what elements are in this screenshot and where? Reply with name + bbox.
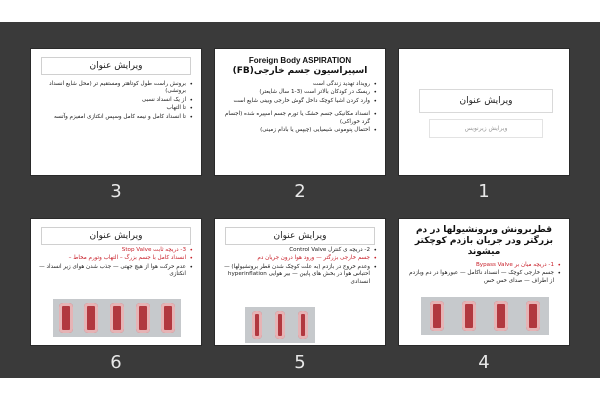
bronchus-graphic (110, 303, 124, 333)
slide-number-6: 6 (110, 352, 122, 373)
bullet: • جسم خارجی کوچک — انسداد ناکامل — عبورهوا در دم وبازدم از اطراف — صدای خس خس (405, 270, 561, 285)
slide-number-4: 4 (478, 352, 490, 373)
bronchus-graphic (275, 311, 285, 339)
bullet-list (31, 81, 201, 121)
bullet: • 1- دریچه میان بر Bypass Valve (405, 262, 561, 269)
slide-title-fa: اسپیراسیون جسم خارجی(FB) (232, 66, 368, 76)
slide-title-en: Foreign Body ASPIRATION (248, 56, 352, 65)
slide-thumbnail-2[interactable] (214, 48, 386, 176)
bullet: • رویداد تهدید زندگی است (221, 81, 377, 88)
bullet: • ریسک در کودکان بالاتر است (3-1 سال شایعتر) (221, 89, 377, 96)
bullet-list (215, 81, 385, 134)
bronchus-graphic (136, 303, 150, 333)
bronchus-graphic (84, 303, 98, 333)
bullet: • برونش راست طول کوتاهتر ومستقیم تر (محل شایع انسداد برونشی) (37, 81, 193, 96)
bullet: • احتمال پنومونی شیمیایی (چیپس یا بادام زمینی) (221, 127, 377, 134)
bronchus-graphic (298, 311, 308, 339)
slide-number-3: 3 (110, 181, 122, 202)
slide-subtitle: ویرایش زیرنویس (429, 119, 543, 138)
slide-thumbnail-6[interactable] (30, 218, 202, 346)
slide-title (223, 55, 377, 77)
bullet: • از یک انسداد نسبی (37, 97, 193, 104)
bronchi-image (421, 297, 549, 335)
bullet: • وعدم خروج در بازدم (به علت کوچک شدن قطر برونشیولها) — احتباس هوا در بخش های پایین — بیر هوایی hyperinflation انسدادی (221, 264, 377, 286)
bullet: • 2- دریچه ی کنترل Control Valve (221, 247, 377, 254)
bronchi-image (53, 299, 181, 337)
bronchus-graphic (252, 311, 262, 339)
bronchus-graphic (526, 301, 540, 331)
bronchus-graphic (161, 303, 175, 333)
bronchus-graphic (59, 303, 73, 333)
bullet-list (215, 247, 385, 286)
slide-title: ویرایش عنوان (419, 89, 553, 113)
slide-title: ویرایش عنوان (41, 227, 191, 245)
slide-title: ویرایش عنوان (225, 227, 375, 245)
bronchus-graphic (494, 301, 508, 331)
bronchi-image (245, 307, 315, 343)
slide-thumbnail-1[interactable] (398, 48, 570, 176)
bullet: • وارد کردن اشیا کوچک داخل گوش خارجی وبینی شایع است (221, 98, 377, 105)
bullet: • تا التهاب (37, 105, 193, 112)
bullet: • انسداد کامل با جسم بزرگ – التهاب وتورم مخاط – (37, 255, 193, 262)
bullet: • تا انسداد کامل و نیمه کامل وسپس انکتازی امفیزم وآتسه (37, 114, 193, 121)
slide-number-1: 1 (478, 181, 490, 202)
bullet-list (399, 262, 569, 285)
bullet: • انسداد مکانیکی جسم خشک یا تورم جسم اسپیره شده (اجسام گرد خوراکی) (221, 111, 377, 126)
slide-thumbnail-3[interactable] (30, 48, 202, 176)
bullet: • 3- دریچه ثابت Stop Valve (37, 247, 193, 254)
slide-number-5: 5 (294, 352, 306, 373)
bullet-list (31, 247, 201, 279)
slide-title: قطربرونش وبرونشیولها در دم بزرگتر ودر جریان بازدم کوچکتر میشوند (414, 225, 554, 257)
slide-thumbnail-5[interactable] (214, 218, 386, 346)
bronchus-graphic (462, 301, 476, 331)
slide-title: ویرایش عنوان (41, 57, 191, 75)
slide-thumbnail-4[interactable] (398, 218, 570, 346)
bronchus-graphic (430, 301, 444, 331)
bullet: • عدم حرکت هوا از هیچ جهتی — جذب شدن هوای زیر انسداد — انکتازی (37, 264, 193, 279)
bullet: • جسم خارجی بزرگتر — ورود هوا درون جریان دم (221, 255, 377, 262)
slide-number-2: 2 (294, 181, 306, 202)
